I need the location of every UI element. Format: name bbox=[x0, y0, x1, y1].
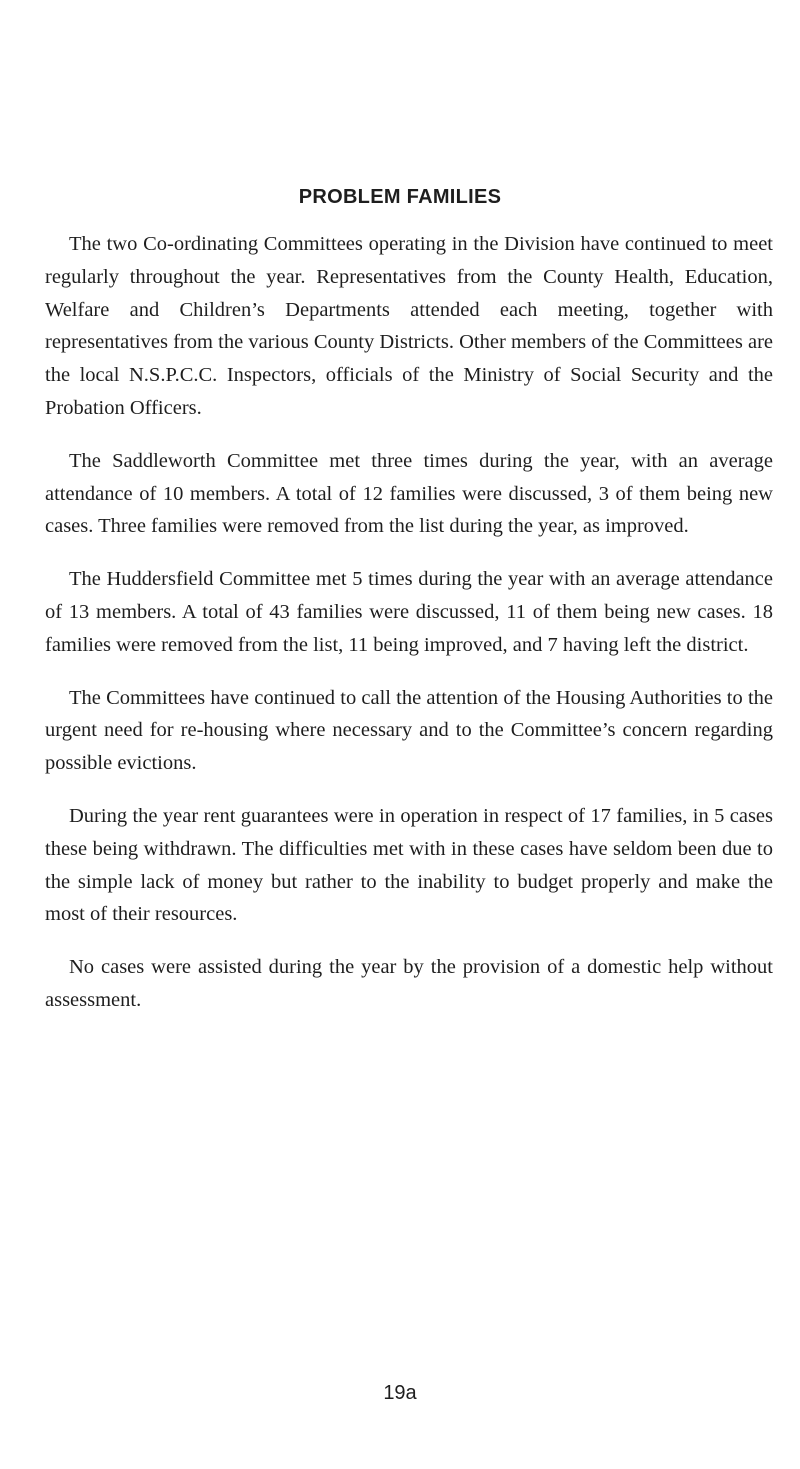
page-number: 19a bbox=[383, 1382, 417, 1404]
body-text bbox=[45, 228, 773, 1037]
paragraph-coordinating-committees: The two Co-ordinating Committees operating in the Division have continued to meet regularly throughout the year. Representatives from the County Health, Education, Welfare and Children’s Departments attended each meeting, together with representatives from the various County Districts. Other members of the Committees are the local N.S.P.C.C. Inspectors, officials of the Ministry of Social Security and the Probation Officers. bbox=[45, 233, 773, 419]
paragraph-domestic-help: No cases were assisted during the year by the provision of a domestic help without assessment. bbox=[45, 956, 773, 1011]
paragraph-saddleworth-committee: The Saddleworth Committee met three times during the year, with an average attendance of 10 members. A total of 12 families were discussed, 3 of them being new cases. Three families were removed from the list during the year, as improved. bbox=[45, 449, 773, 538]
paragraph-huddersfield-committee: The Huddersfield Committee met 5 times during the year with an average attendance of 13 members. A total of 43 families were discussed, 11 of them being new cases. 18 families were removed from the list, 11 being improved, and 7 having left the district. bbox=[45, 568, 773, 656]
page-heading: PROBLEM FAMILIES bbox=[298, 186, 502, 208]
paragraph-rent-guarantees: During the year rent guarantees were in operation in respect of 17 families, in 5 cases these being withdrawn. The difficulties met with in these cases have seldom been due to the simple lack of money but rather to the inability to budget properly and make the most of their resources. bbox=[45, 804, 773, 926]
paragraph-housing-authorities: The Committees have continued to call the attention of the Housing Authorities to the urgent need for re-housing where necessary and to the Committee’s concern regarding possible evictions. bbox=[45, 686, 773, 775]
